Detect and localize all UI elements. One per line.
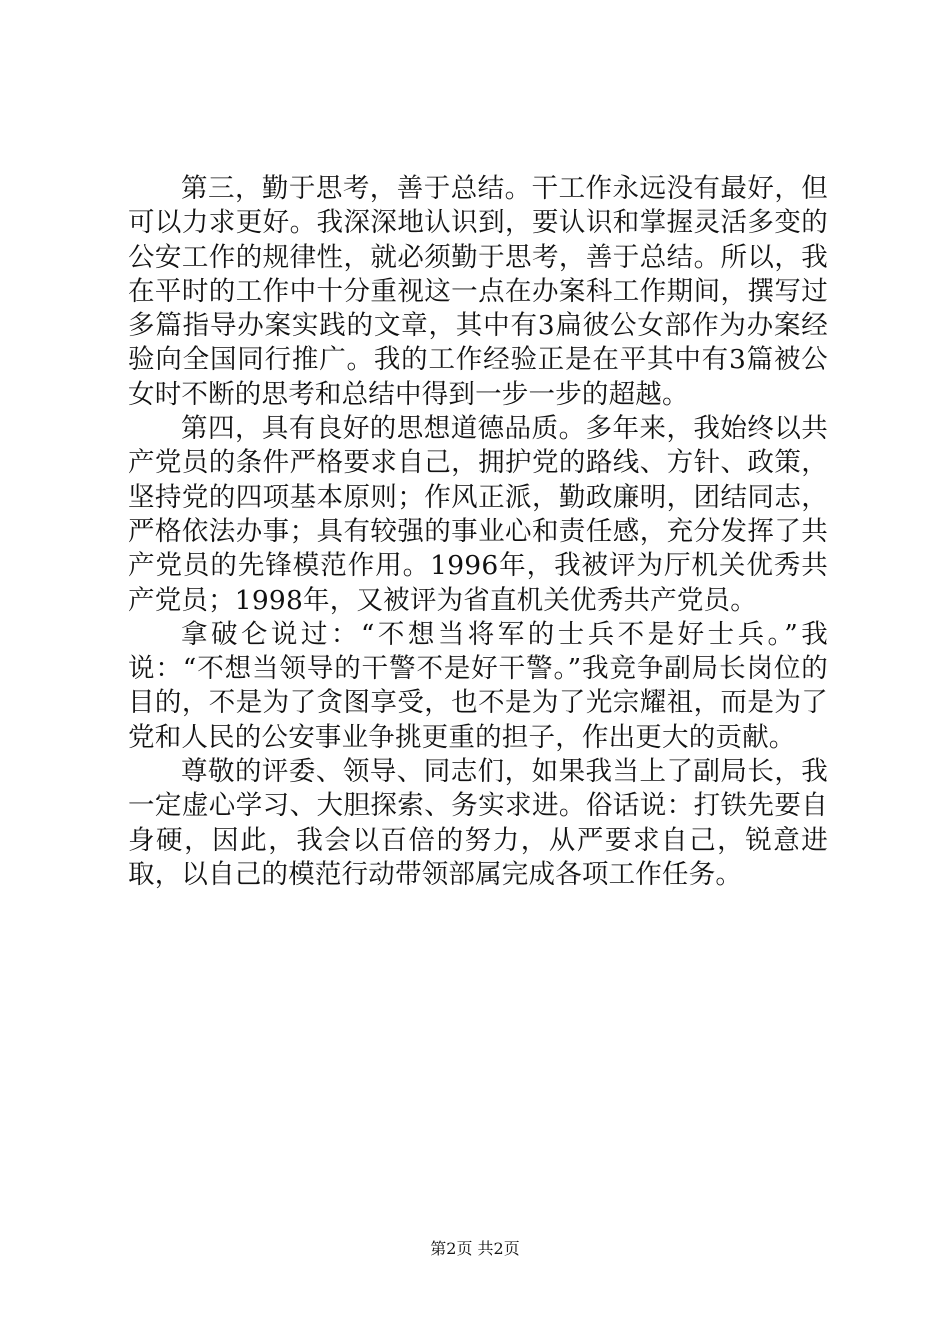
- paragraph-napoleon-quote: 拿破仑说过：“不想当将军的士兵不是好士兵。”我说：“不想当领导的干警不是好干警。”我竞争副局长岗位的目的，不是为了贪图享受，也不是为了光宗耀祖，而是为了党和人民的公安事业争挑更重的担子，作出更大的贡献。: [128, 618, 828, 753]
- paragraph-closing: 尊敬的评委、领导、同志们，如果我当上了副局长，我一定虚心学习、大胆探索、务实求进。俗话说：打铁先要自身硬，因此，我会以百倍的努力，从严要求自己，锐意进取，以自己的模范行动带领部属完成各项工作任务。: [128, 756, 828, 890]
- paragraph-moral-quality: 第四，具有良好的思想道德品质。多年来，我始终以共产党员的条件严格要求自己，拥护党的路线、方针、政策，坚持党的四项基本原则；作风正派，勤政廉明，团结同志，严格依法办事；具有较强的事业心和责任感，充分发挥了共产党员的先锋模范作用。1996年，我被评为厅机关优秀共产党员；1998年，又被评为省直机关优秀共产党员。: [128, 413, 828, 616]
- page-number-footer: 第2页 共2页: [430, 1239, 520, 1258]
- paragraph-thinking: 第三，勤于思考，善于总结。干工作永远没有最好，但可以力求更好。我深深地认识到，要认识和掌握灵活多变的公安工作的规律性，就必须勤于思考，善于总结。所以，我在平时的工作中十分重视这一点在办案科工作期间，撰写过多篇指导办案实践的文章，其中有3扁彼公女部作为办案经验向全国同行推广。我的工作经验正是在平其中有3篇被公女时不断的思考和总结中得到一步一步的超越。: [128, 173, 828, 410]
- document-body: [128, 172, 828, 892]
